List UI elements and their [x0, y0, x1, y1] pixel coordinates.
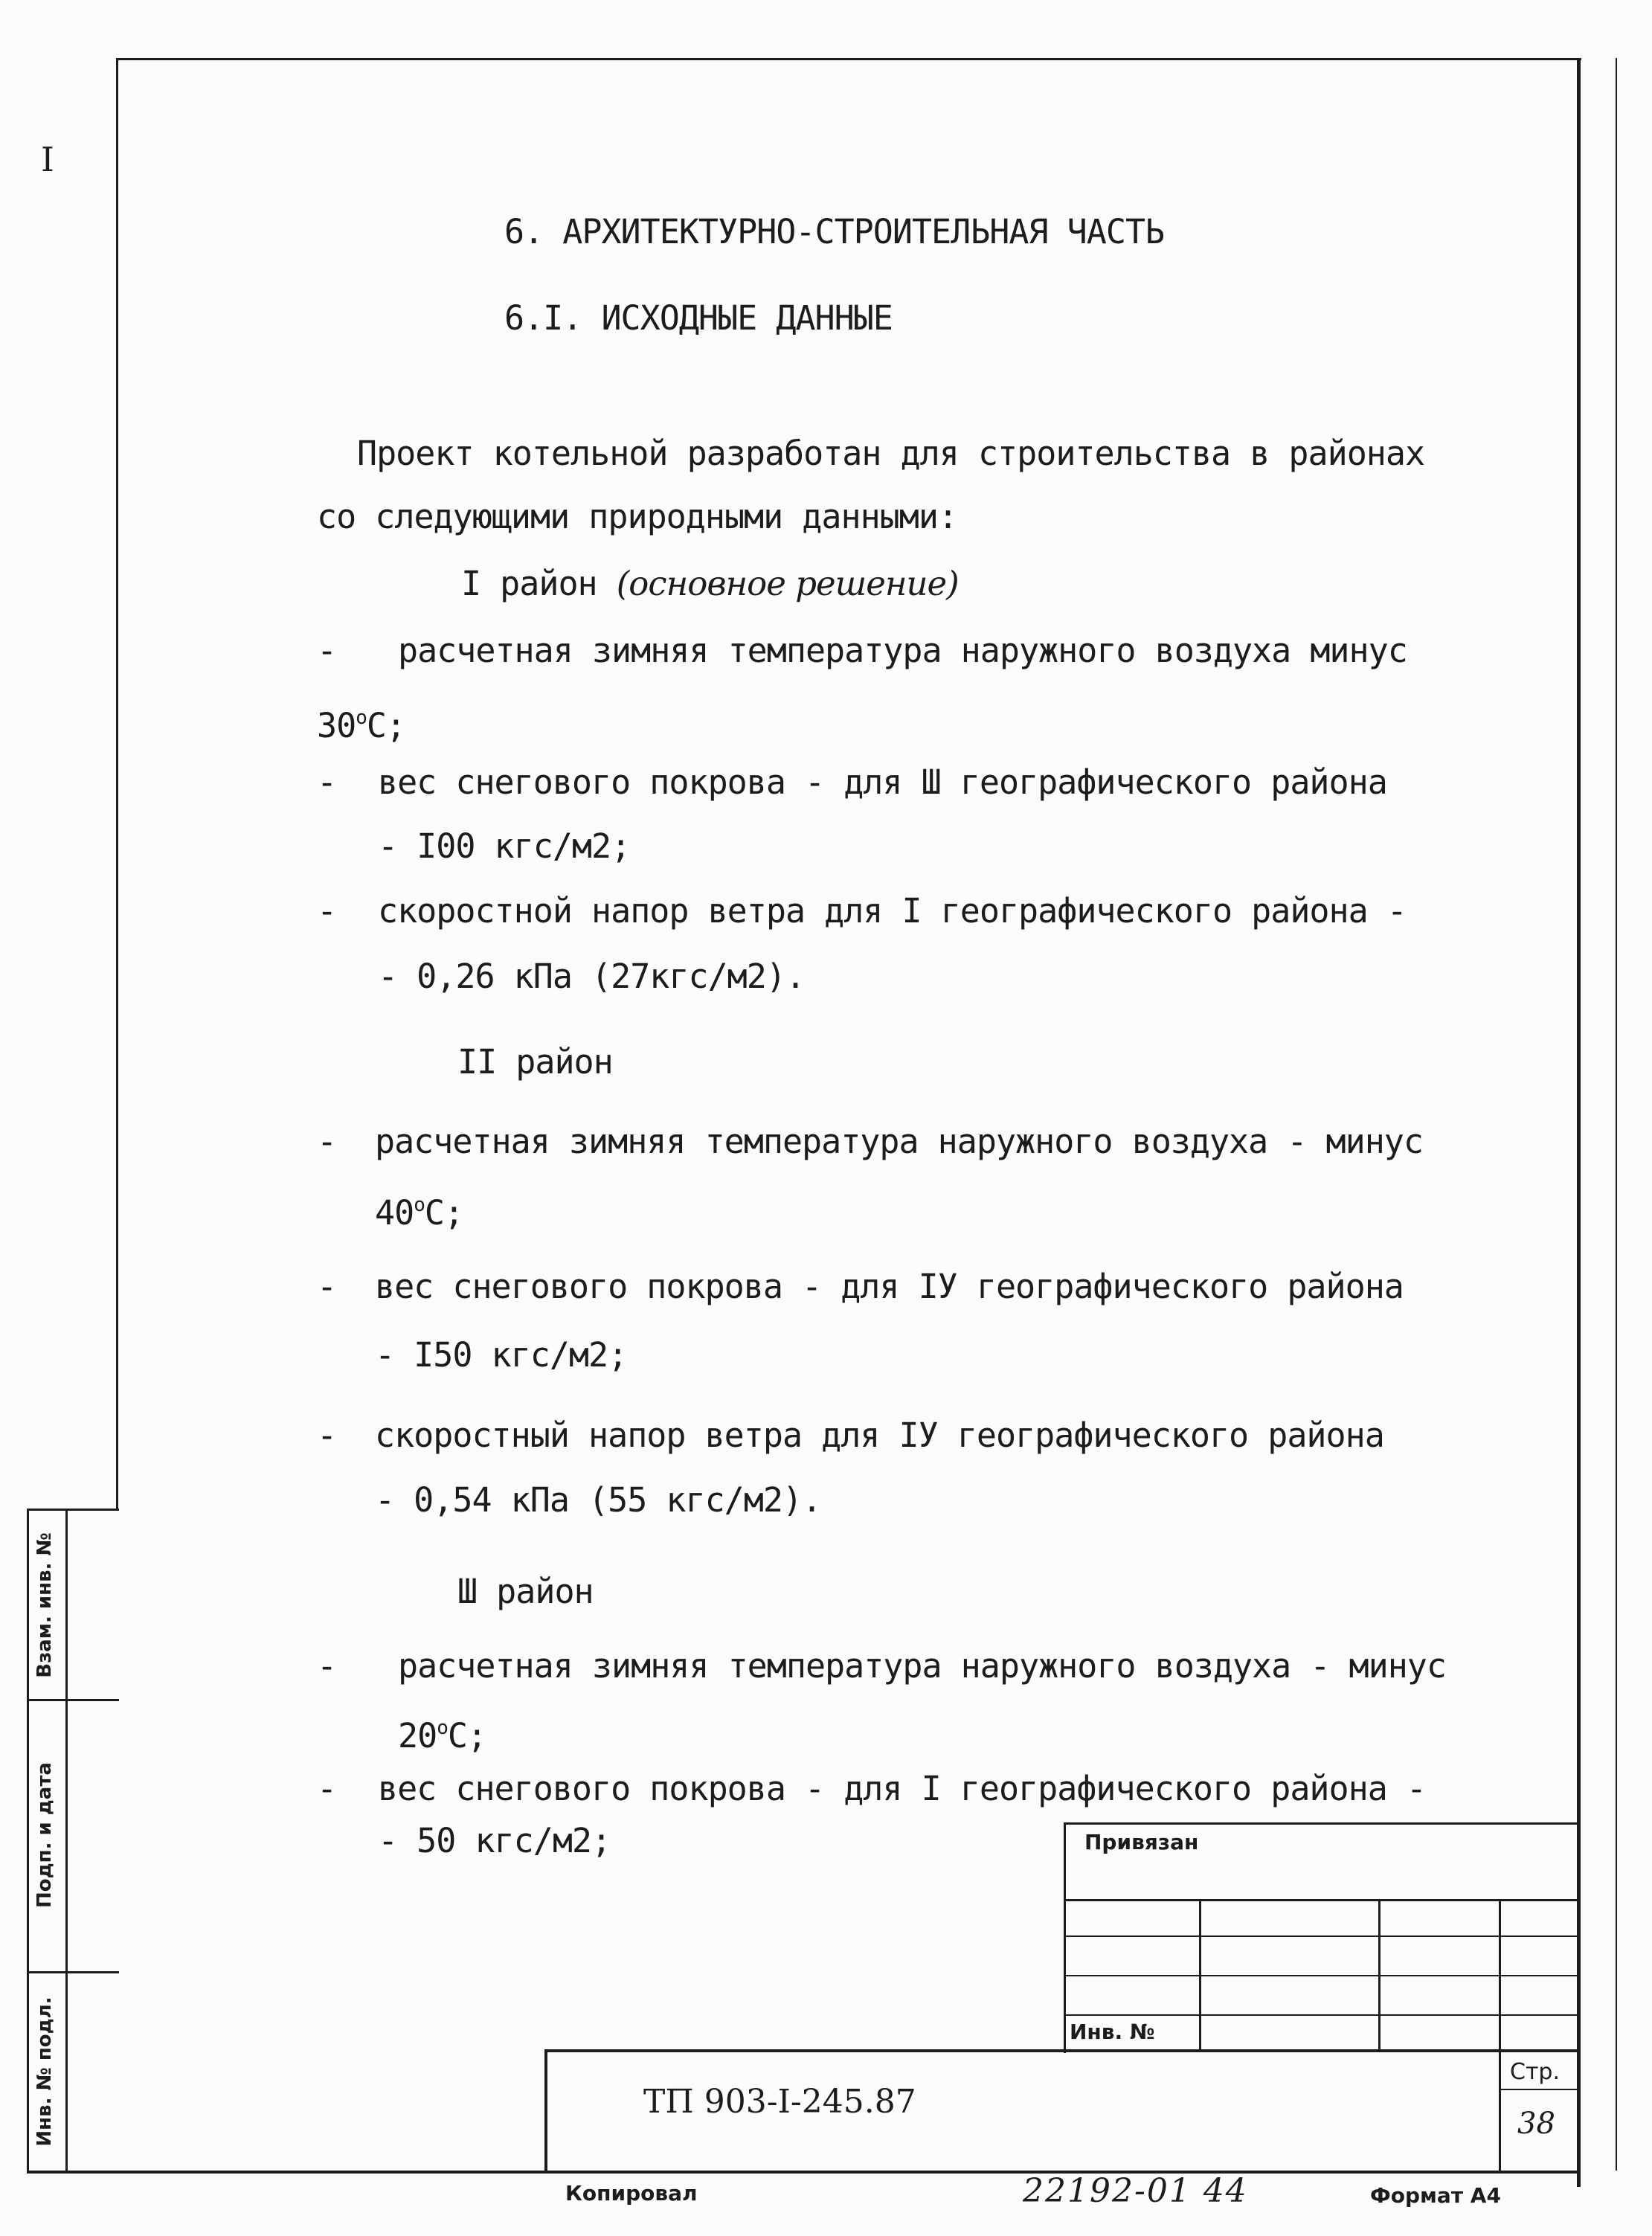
- bullet: -: [317, 631, 337, 670]
- region3-temp-value: 20: [398, 1716, 437, 1755]
- stamp-inv-no: Инв. №: [1070, 2020, 1155, 2044]
- region2-temp-value: 40: [375, 1193, 414, 1233]
- bullet: -: [317, 891, 337, 931]
- bullet: -: [317, 1267, 337, 1306]
- region2-snow-line2: - I50 кгс/м2;: [375, 1335, 628, 1375]
- doc-code: ТП 903-I-245.87: [643, 2083, 916, 2121]
- footer-order-no: 22192-01 44: [1023, 2172, 1248, 2210]
- intro-line-1: Проект котельной разработан для строительства в районах: [357, 434, 1425, 473]
- region2-wind-line1: скоростный напор ветра для IУ географического района: [375, 1416, 1384, 1455]
- stamp-page-label: Стр.: [1510, 2059, 1561, 2085]
- region3-temp-unit: С;: [447, 1716, 487, 1755]
- region3-snow-line1: вес снегового покрова - для I географического района -: [378, 1769, 1426, 1808]
- bullet: -: [317, 1646, 337, 1686]
- region1-temp-line1: расчетная зимняя температура наружного воздуха минус: [398, 631, 1407, 670]
- region2-snow-line1: вес снегового покрова - для IУ географического района: [375, 1267, 1404, 1306]
- bullet: -: [317, 1416, 337, 1455]
- subsection-heading: 6.I. ИСХОДНЫЕ ДАННЫЕ: [504, 298, 893, 338]
- side-vzam-inv: Взам. инв. №: [33, 1532, 56, 1678]
- region3-temp-line2: 20$^o$С;: [398, 1716, 487, 1755]
- region2-temp-line1: расчетная зимняя температура наружного воздуха - минус: [375, 1122, 1423, 1161]
- region1-temp-unit: С;: [366, 706, 406, 745]
- side-podp-data: Подп. и дата: [33, 1762, 56, 1908]
- stamp-page-number: 38: [1517, 2107, 1555, 2141]
- region2-wind-line2: - 0,54 кПа (55 кгс/м2).: [375, 1480, 822, 1520]
- region1-temp-value: 30: [317, 706, 356, 745]
- intro-line-2: со следующими природными данными:: [317, 497, 958, 536]
- stamp-privyazan: Привязан: [1084, 1830, 1199, 1854]
- page-mark: I: [41, 140, 54, 179]
- bullet: -: [317, 1122, 337, 1161]
- region2-temp-unit: С;: [424, 1193, 464, 1233]
- region3-title: Ш район: [457, 1572, 594, 1611]
- side-inv-podl: Инв. № подл.: [33, 1996, 56, 2147]
- bullet: -: [317, 1769, 337, 1808]
- frame-top-border: [118, 58, 1581, 60]
- footer-copied: Копировал: [565, 2181, 698, 2206]
- region1-snow-line2: - I00 кгс/м2;: [378, 826, 631, 866]
- frame-right-edge: [1616, 58, 1617, 2171]
- region1-title-prefix: I район: [461, 564, 597, 603]
- region3-snow-line2: - 50 кгс/м2;: [378, 1821, 611, 1860]
- region1-snow-line1: вес снегового покрова - для Ш географического района: [378, 762, 1387, 802]
- region2-title: II район: [457, 1042, 613, 1082]
- region2-temp-line2: 40$^o$С;: [375, 1193, 464, 1233]
- region1-title: [461, 562, 959, 606]
- region3-temp-line1: расчетная зимняя температура наружного воздуха - минус: [398, 1646, 1446, 1686]
- region1-wind-line2: - 0,26 кПа (27кгс/м2).: [378, 957, 806, 996]
- section-heading: 6. АРХИТЕКТУРНО-СТРОИТЕЛЬНАЯ ЧАСТЬ: [504, 212, 1165, 251]
- frame-right-border: [1577, 58, 1581, 2187]
- footer-format: Формат А4: [1370, 2183, 1501, 2208]
- frame-left-border: [116, 58, 118, 1509]
- region1-wind-line1: скоростной напор ветра для I географического района -: [378, 891, 1407, 931]
- region1-title-note: (основное решение): [616, 564, 959, 603]
- bullet: -: [317, 762, 337, 802]
- region1-temp-line2: 30$^o$С;: [317, 706, 406, 745]
- frame-bottom-border: [27, 2171, 1581, 2174]
